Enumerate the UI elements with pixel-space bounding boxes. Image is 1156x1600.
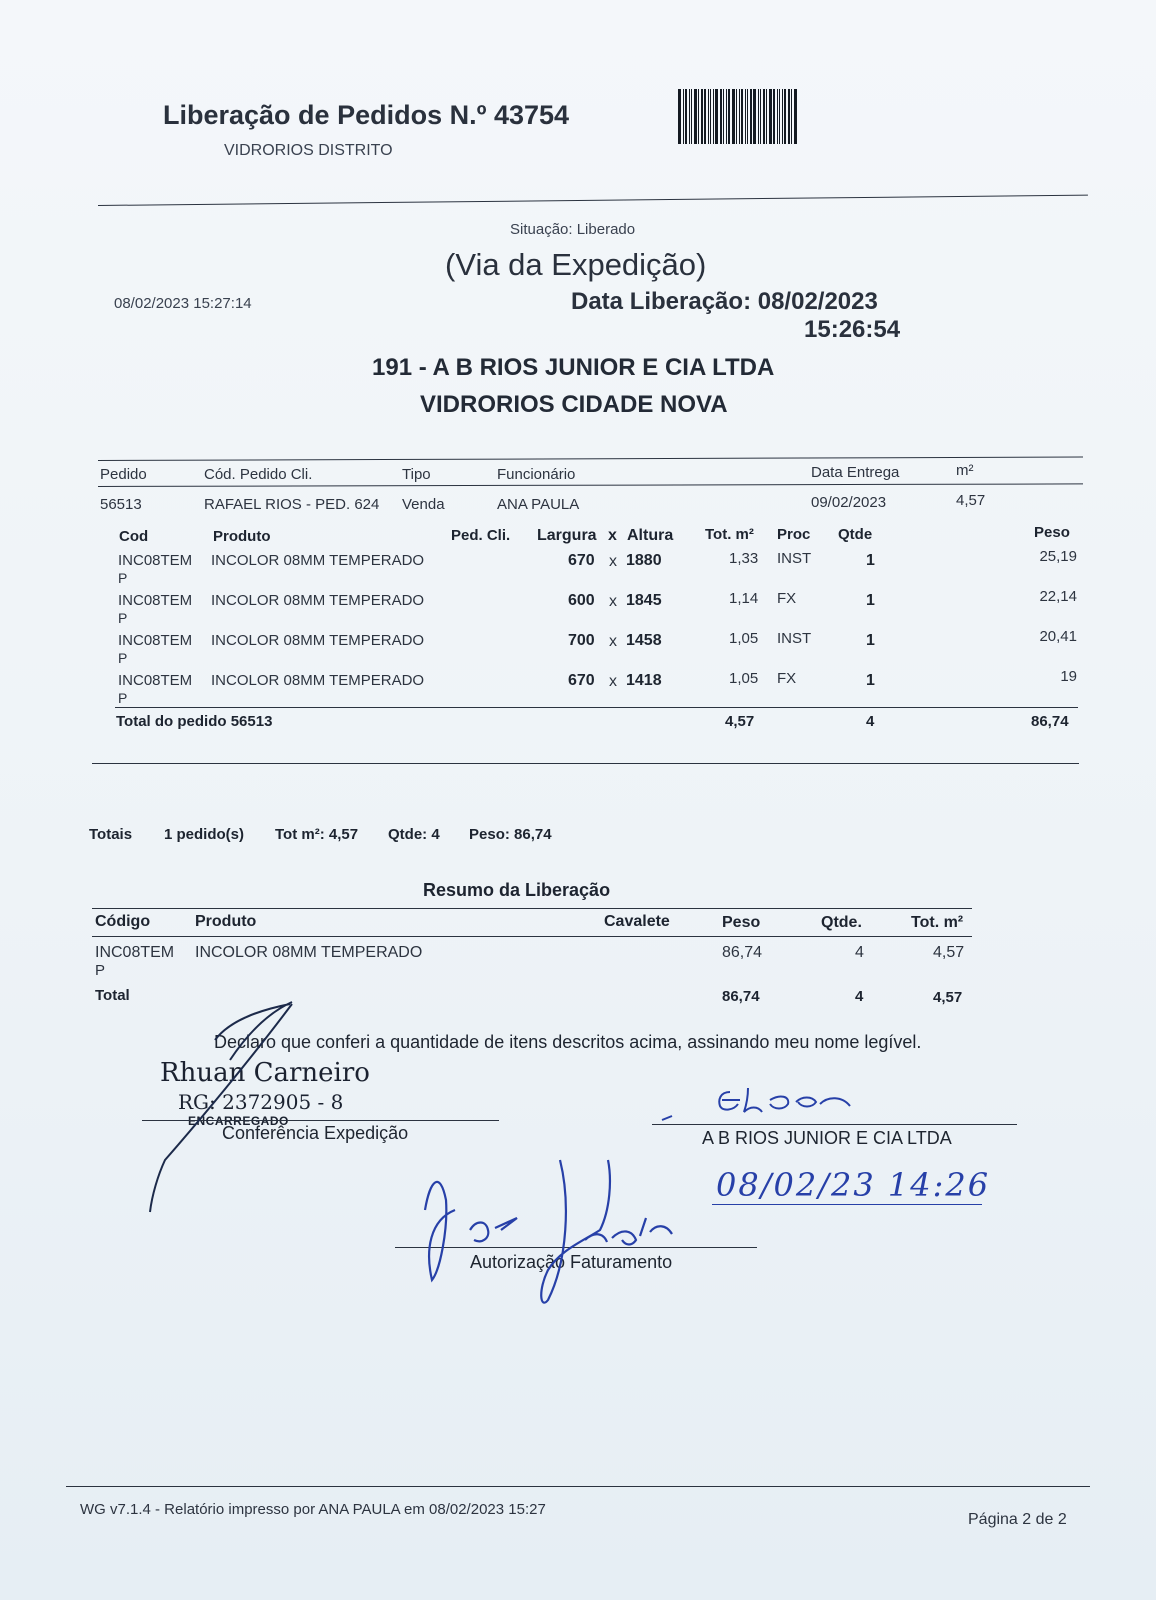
item-peso: 25,19: [1039, 548, 1077, 565]
item-cod: INC08TEM: [118, 632, 193, 649]
handwritten-date: 08/02/23 14:26: [716, 1166, 991, 1204]
item-altura: 1418: [626, 672, 662, 689]
column-header: Qtde: [838, 526, 873, 543]
faturamento-signature: [425, 1160, 672, 1303]
item-altura: 1458: [626, 632, 662, 649]
faturamento-label: Autorização Faturamento: [470, 1252, 673, 1272]
totals-label: Totais: [89, 826, 133, 843]
item-peso: 22,14: [1039, 588, 1077, 605]
item-largura: 600: [568, 592, 595, 609]
item-tot: 1,33: [729, 550, 759, 567]
item-cod2: P: [118, 650, 128, 666]
delivery-date: 09/02/2023: [811, 494, 887, 511]
order-total-label: Total do pedido 56513: [116, 713, 273, 730]
employee: ANA PAULA: [497, 496, 580, 513]
conferencia-stamp-role: ENCARREGADO: [188, 1114, 289, 1128]
column-header: m²: [956, 462, 974, 479]
column-header: Peso: [722, 914, 761, 931]
order-m2: 4,57: [956, 492, 986, 509]
summary-product: INCOLOR 08MM TEMPERADO: [195, 944, 423, 961]
column-header: Ped. Cli.: [451, 527, 511, 544]
column-header: Largura: [537, 527, 597, 544]
item-x: x: [609, 593, 617, 610]
summary-title: Resumo da Liberação: [423, 880, 611, 900]
summary-code-cont: P: [95, 962, 106, 979]
column-header: Tipo: [402, 466, 431, 483]
item-qtde: 1: [866, 552, 875, 569]
column-header: Produto: [213, 528, 271, 545]
summary-code: INC08TEM: [95, 944, 175, 961]
item-qtde: 1: [866, 592, 875, 609]
order-total-qty: 4: [866, 713, 875, 730]
summary-total-weight: 86,74: [722, 988, 760, 1005]
item-proc: INST: [777, 550, 812, 567]
client-signature-label: A B RIOS JUNIOR E CIA LTDA: [702, 1128, 952, 1148]
totals-m2: Tot m²: 4,57: [275, 826, 359, 843]
column-header: Qtde.: [821, 914, 862, 931]
column-header: Altura: [627, 527, 674, 544]
document-title: Liberação de Pedidos N.º 43754: [163, 100, 570, 130]
order-total-m2: 4,57: [725, 713, 755, 730]
column-header: Tot. m²: [705, 526, 754, 543]
item-largura: 670: [568, 672, 595, 689]
column-header: Peso: [1034, 524, 1070, 541]
item-produto: INCOLOR 08MM TEMPERADO: [211, 632, 425, 649]
item-produto: INCOLOR 08MM TEMPERADO: [211, 592, 425, 609]
column-header: Proc: [777, 526, 811, 543]
client-order-code: RAFAEL RIOS - PED. 624: [204, 496, 380, 513]
totals-qty: Qtde: 4: [388, 826, 440, 843]
item-produto: INCOLOR 08MM TEMPERADO: [211, 672, 425, 689]
summary-weight: 86,74: [722, 944, 763, 961]
column-header: Funcionário: [497, 466, 576, 483]
column-header: Cavalete: [604, 913, 670, 930]
column-header: Cod: [119, 528, 149, 545]
item-produto: INCOLOR 08MM TEMPERADO: [211, 552, 425, 569]
summary-total-m2: 4,57: [933, 989, 963, 1006]
document-subtitle: VIDRORIOS DISTRITO: [224, 142, 393, 159]
column-header: x: [608, 527, 617, 544]
item-cod2: P: [118, 690, 128, 706]
item-tot: 1,05: [729, 630, 759, 647]
order-type: Venda: [402, 496, 445, 513]
summary-total-qty: 4: [855, 988, 864, 1005]
item-cod2: P: [118, 610, 128, 626]
client-company: 191 - A B RIOS JUNIOR E CIA LTDA: [372, 354, 775, 381]
divider: [66, 1486, 1090, 1487]
item-cod: INC08TEM: [118, 672, 193, 689]
client-store: VIDRORIOS CIDADE NOVA: [420, 391, 728, 418]
column-header: Código: [95, 913, 151, 930]
page-number: Página 2 de 2: [968, 1511, 1067, 1528]
release-time: 15:26:54: [804, 316, 901, 343]
order-total-weight: 86,74: [1031, 713, 1069, 730]
summary-m2: 4,57: [933, 944, 965, 961]
item-largura: 670: [568, 552, 595, 569]
summary-total-label: Total: [95, 987, 130, 1004]
declaration-text: Declaro que conferi a quantidade de itens descritos acima, assinando meu nome legível.: [214, 1032, 922, 1052]
item-largura: 700: [568, 632, 595, 649]
item-peso: 19: [1060, 668, 1077, 685]
item-qtde: 1: [866, 672, 875, 689]
release-date: Data Liberação: 08/02/2023: [571, 288, 878, 315]
conferencia-signature: [150, 1002, 292, 1212]
item-altura: 1845: [626, 592, 662, 609]
item-proc: FX: [777, 590, 797, 607]
printed-timestamp: 08/02/2023 15:27:14: [114, 295, 252, 312]
column-header: Data Entrega: [811, 464, 900, 481]
item-proc: FX: [777, 670, 797, 687]
item-cod2: P: [118, 570, 128, 586]
column-header: Produto: [195, 913, 257, 930]
client-signature: [662, 1088, 850, 1120]
totals-weight: Peso: 86,74: [469, 826, 552, 843]
item-qtde: 1: [866, 632, 875, 649]
item-tot: 1,14: [729, 590, 759, 607]
item-cod: INC08TEM: [118, 552, 193, 569]
item-x: x: [609, 633, 617, 650]
item-x: x: [609, 673, 617, 690]
item-peso: 20,41: [1039, 628, 1077, 645]
item-proc: INST: [777, 630, 812, 647]
column-header: Cód. Pedido Cli.: [204, 466, 313, 483]
conferencia-stamp-name: Rhuan Carneiro: [160, 1058, 370, 1088]
item-x: x: [609, 553, 617, 570]
conferencia-label: Conferência Expedição: [222, 1123, 409, 1143]
order-number: 56513: [100, 496, 142, 513]
item-altura: 1880: [626, 552, 662, 569]
item-tot: 1,05: [729, 670, 759, 687]
column-header: Pedido: [100, 466, 147, 483]
column-header: Tot. m²: [911, 914, 964, 931]
conferencia-stamp-rg: RG: 2372905 - 8: [178, 1090, 344, 1114]
copy-label: (Via da Expedição): [445, 247, 707, 282]
status-text: Situação: Liberado: [510, 221, 636, 238]
summary-qty: 4: [855, 944, 864, 961]
footer-text: WG v7.1.4 - Relatório impresso por ANA PAULA em 08/02/2023 15:27: [80, 1501, 546, 1518]
totals-orders: 1 pedido(s): [164, 826, 245, 843]
item-cod: INC08TEM: [118, 592, 193, 609]
